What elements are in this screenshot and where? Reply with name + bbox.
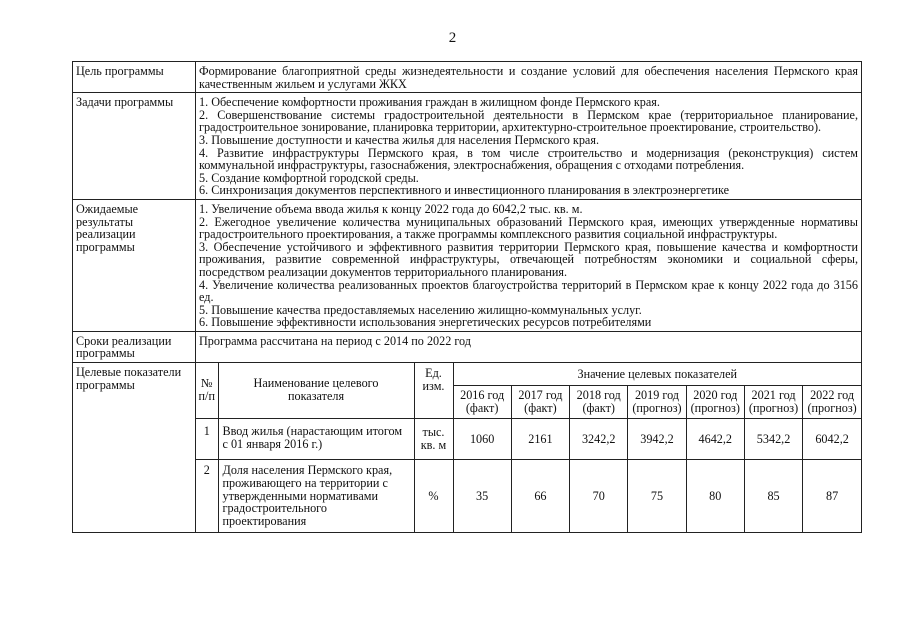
table-row	[196, 460, 861, 532]
header-unit: Ед. изм.	[414, 363, 453, 419]
targets-label: Целевые показатели программы	[73, 363, 196, 533]
task-item: 1. Обеспечение комфортности проживания граждан в жилищном фонде Пермского края.	[199, 95, 660, 110]
task-item: 5. Создание комфортной городской среды.	[199, 170, 419, 185]
header-num: № п/п	[196, 363, 218, 419]
header-year: 2019 год (прогноз)	[628, 386, 686, 419]
row-value: 3942,2	[628, 419, 686, 460]
task-item: 4. Развитие инфраструктуры Пермского края, в том числе строительство и модернизация (реконструкция) систем коммунальной инфраструктуры, газоснабжения, электроснабжения, обращения с отходами потребления.	[199, 145, 858, 173]
row-name: Доля населения Пермского края, проживающего на территории с утвержденными нормативами градостроительного проектирования	[218, 460, 414, 532]
row-unit: тыс. кв. м	[414, 419, 453, 460]
row-value: 3242,2	[570, 419, 628, 460]
timeline-row	[73, 331, 862, 362]
results-label: Ожидаемые результаты реализации программы	[73, 199, 196, 331]
row-value: 4642,2	[686, 419, 744, 460]
row-name: Ввод жилья (нарастающим итогом с 01 января 2016 г.)	[218, 419, 414, 460]
result-item: 3. Обеспечение устойчивого и эффективного развития территории Пермского края, повышение качества и комфортности проживания, развитие современной инфраструктуры, отвечающей потребностям экономики и социальной сферы, посредством реализации документов территориального планирования.	[199, 239, 858, 279]
goal-row	[73, 62, 862, 93]
result-item: 6. Повышение эффективности использования энергетических ресурсов потребителями	[199, 315, 652, 330]
result-item: 5. Повышение качества предоставляемых населению жилищно-коммунальных услуг.	[199, 302, 642, 317]
goal-text	[196, 62, 862, 93]
row-value: 1060	[453, 419, 511, 460]
row-unit: %	[414, 460, 453, 532]
header-year: 2017 год (факт)	[511, 386, 569, 419]
task-item: 2. Совершенствование системы градостроительной деятельности в Пермском крае (территориальное планирование, градостроительное зонирование, планировка территории, архитектурно-строительное проектирование, строительство).	[199, 107, 858, 135]
targets-header-row	[196, 363, 861, 386]
targets-table	[196, 363, 861, 532]
tasks-text	[196, 93, 862, 200]
tasks-label: Задачи программы	[73, 93, 196, 200]
timeline-text	[196, 331, 862, 362]
row-num: 1	[196, 419, 218, 460]
table-row	[196, 419, 861, 460]
timeline-line: Программа рассчитана на период с 2014 по 2022 год	[199, 333, 471, 348]
header-year: 2018 год (факт)	[570, 386, 628, 419]
header-year: 2022 год (прогноз)	[803, 386, 861, 419]
row-value: 6042,2	[803, 419, 861, 460]
row-value: 80	[686, 460, 744, 532]
row-num: 2	[196, 460, 218, 532]
targets-cell	[196, 363, 862, 533]
program-passport-table	[72, 61, 862, 533]
task-item: 3. Повышение доступности и качества жилья для населения Пермского края.	[199, 132, 599, 147]
tasks-row	[73, 93, 862, 200]
row-value: 75	[628, 460, 686, 532]
row-value: 2161	[511, 419, 569, 460]
row-value: 66	[511, 460, 569, 532]
task-item: 6. Синхронизация документов перспективного и инвестиционного планирования в электроэнергетике	[199, 183, 730, 198]
row-value: 35	[453, 460, 511, 532]
targets-row	[73, 363, 862, 533]
header-values-group: Значение целевых показателей	[453, 363, 861, 386]
result-item: 4. Увеличение количества реализованных проектов благоустройства территорий в Пермском крае к концу 2022 года до 3156 ед.	[199, 277, 858, 305]
row-value: 87	[803, 460, 861, 532]
header-year: 2021 год (прогноз)	[744, 386, 802, 419]
timeline-label: Сроки реализации программы	[73, 331, 196, 362]
goal-label: Цель программы	[73, 62, 196, 93]
results-row	[73, 199, 862, 331]
goal-line: Формирование благоприятной среды жизнедеятельности и создание условий для обеспечения населения Пермского края качественным жильем и услугами ЖКХ	[199, 64, 858, 91]
header-year: 2016 год (факт)	[453, 386, 511, 419]
row-value: 85	[744, 460, 802, 532]
page-number: 2	[448, 30, 457, 46]
row-value: 70	[570, 460, 628, 532]
row-value: 5342,2	[744, 419, 802, 460]
header-name: Наименование целевого показателя	[218, 363, 414, 419]
results-text	[196, 199, 862, 331]
result-item: 1. Увеличение объема ввода жилья к концу 2022 года до 6042,2 тыс. кв. м.	[199, 201, 583, 216]
header-year: 2020 год (прогноз)	[686, 386, 744, 419]
result-item: 2. Ежегодное увеличение количества муниципальных образований Пермского края, имеющих утвержденные нормативы градостроительного проектирования, а также программы комплексного развития социальной инфраструктуры.	[199, 214, 858, 242]
